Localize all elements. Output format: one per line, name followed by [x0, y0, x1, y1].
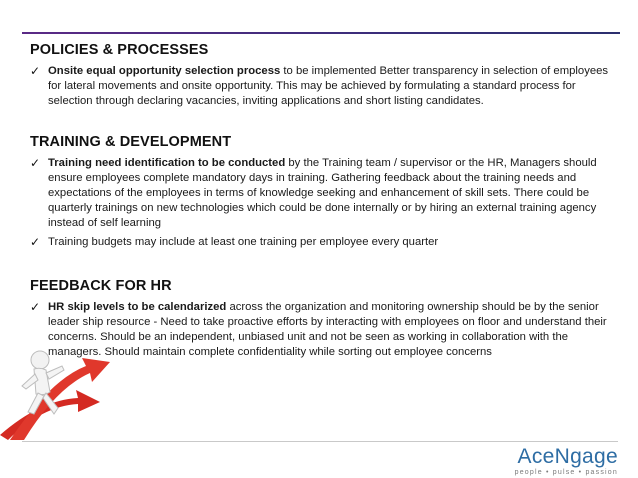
bullet-item [30, 156, 610, 231]
logo-tagline: people • pulse • passion [514, 469, 618, 476]
running-figure-illustration [0, 340, 130, 440]
section-policies [30, 42, 610, 113]
section-heading: TRAINING & DEVELOPMENT [30, 134, 232, 150]
section-training [30, 134, 610, 254]
top-divider [22, 32, 620, 34]
bullet-text [48, 64, 610, 109]
bullet-body: by the Training team / supervisor or the HR, Managers should ensure employees complete mandatory days in training. Gathering feedback about the training needs and expectations of the employees in terms of knowledge seeking and enhancement of skill sets. There could be quarterly trainings on new technologies which could be done internally or by hiring an external training agency instead of self learning [48, 157, 597, 229]
bullet-bold-lead: HR skip levels to be calendarized [48, 301, 227, 313]
bullet-text [48, 300, 610, 360]
acengage-logo [515, 446, 618, 477]
checkmark-icon: ✓ [30, 300, 41, 314]
checkmark-icon: ✓ [30, 64, 41, 78]
bullet-body: to be implemented Better transparency in selection of employees for lateral movements and onsite opportunity. This may be achieved by formulating a standard process for selection through declaring vacancies, inviting applications and short listing candidates. [48, 65, 609, 107]
bullet-body: Training budgets may include at least one training per employee every quarter [48, 236, 439, 248]
section-heading: POLICIES & PROCESSES [30, 42, 209, 58]
footer-divider [22, 441, 618, 442]
bullet-bold-lead: Training need identification to be conducted [48, 157, 286, 169]
bullet-text [48, 235, 438, 250]
bullet-item [30, 64, 610, 109]
bullet-bold-lead: Onsite equal opportunity selection process [48, 65, 281, 77]
bullet-text [48, 156, 610, 231]
section-heading: FEEDBACK FOR HR [30, 278, 172, 294]
bullet-item [30, 235, 610, 250]
checkmark-icon: ✓ [30, 235, 41, 249]
checkmark-icon: ✓ [30, 156, 41, 170]
logo-wordmark: AceNgage [517, 445, 618, 468]
bullet-body: across the organization and monitoring ownership should be by the senior leader ship resource - Need to take proactive efforts by interacting with employees on floor and understand their concerns. Should be an independent, unbiased unit and not be seen as working in collaboration with the managers. Should maintain complete confidentiality while sorting out employee concerns [48, 301, 607, 358]
